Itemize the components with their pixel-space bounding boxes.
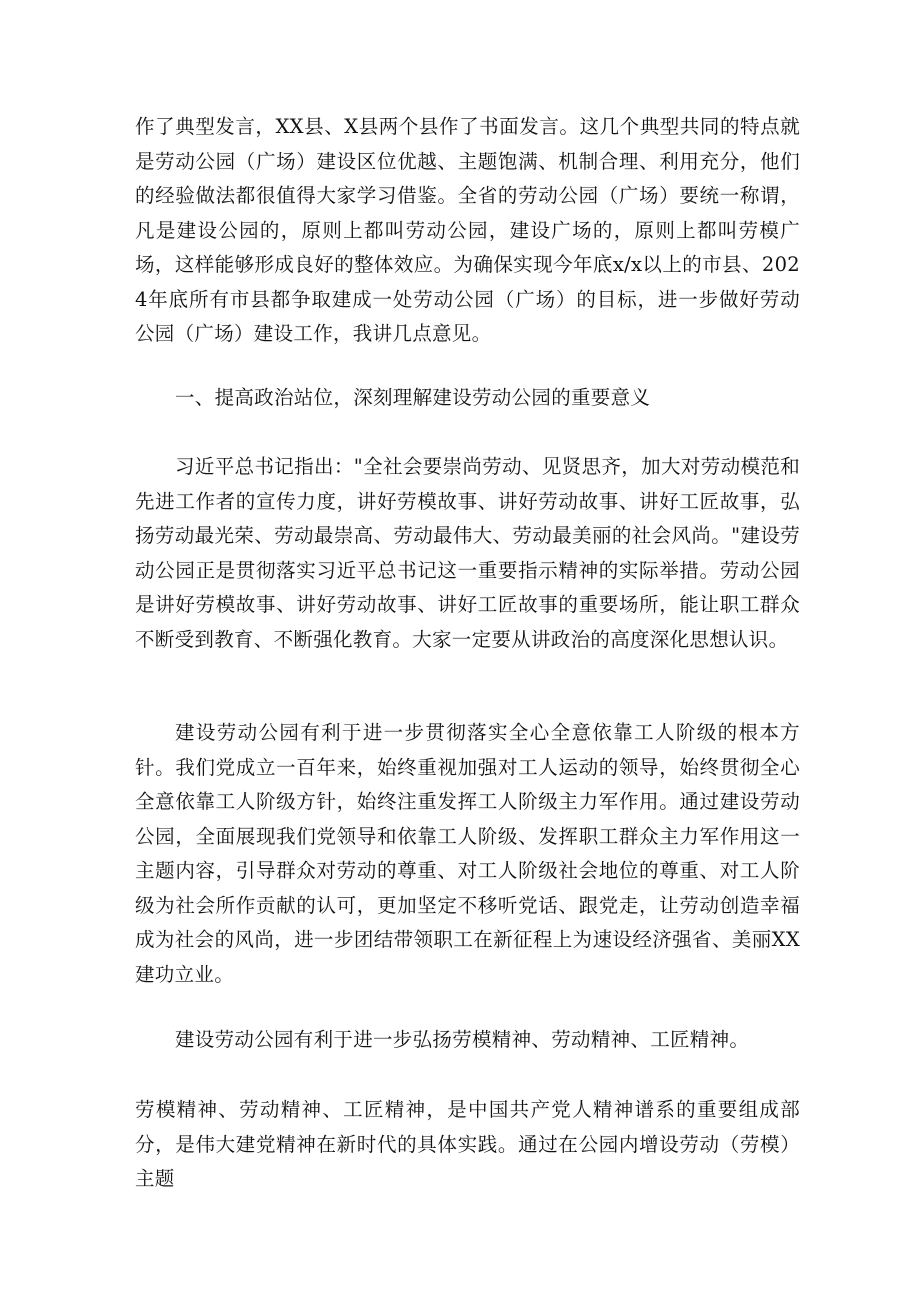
body-paragraph-working-class: 建设劳动公园有利于进一步贯彻落实全心全意依靠工人阶级的根本方针。我们党成立一百年来，始终重视加强对工人运动的领导，始终贯彻全心全意依靠工人阶级方针，始终注重发挥工人阶级主力军作用。通过建设劳动公园，全面展现我们党领导和依靠工人阶级、发挥职工群众主力军作用这一主题内容，引导群众对劳动的尊重、对工人阶级社会地位的尊重、对工人阶级为社会所作贡献的认可，更加坚定不移听党话、跟党走，让劳动创造幸福成为社会的风尚，进一步团结带领职工在新征程上为速设经济强省、美丽XX建功立业。 (135, 721, 800, 986)
body-paragraph-spirit-heading: 建设劳动公园有利于进一步弘扬劳模精神、劳动精神、工匠精神。 (175, 1028, 750, 1051)
section-heading: 一、提高政治站位，深刻理解建设劳动公园的重要意义 (175, 386, 651, 409)
body-paragraph-continuation: 作了典型发言，XX县、X县两个县作了书面发言。这几个典型共同的特点就是劳动公园（广场）建设区位优越、主题饱满、机制合理、利用充分，他们的经验做法都很值得大家学习借鉴。全省的劳动公园（广场）要统一称谓，凡是建设公园的，原则上都叫劳动公园，建设广场的，原则上都叫劳模广场，这样能够形成良好的整体效应。为确保实现今年底x/x以上的市县、2024年底所有市县都争取建成一处劳动公园（广场）的目标，进一步做好劳动公园（广场）建设工作，我讲几点意见。 (135, 115, 800, 345)
body-paragraph-quote: 习近平总书记指出："全社会要崇尚劳动、见贤思齐，加大对劳动模范和先进工作者的宣传力度，讲好劳模故事、讲好劳动故事、讲好工匠故事，弘扬劳动最光荣、劳动最崇高、劳动最伟大、劳动最美丽的社会风尚。"建设劳动公园正是贯彻落实习近平总书记这一重要指示精神的实际举措。劳动公园是讲好劳模故事、讲好劳动故事、讲好工匠故事的重要场所，能让职工群众不断受到教育、不断强化教育。大家一定要从讲政治的高度深化思想认识。 (135, 455, 800, 651)
body-paragraph-spirit: 劳模精神、劳动精神、工匠精神，是中国共产党人精神谱系的重要组成部分，是伟大建党精神在新时代的具体实践。通过在公园内增设劳动（劳模）主题 (135, 1098, 800, 1190)
